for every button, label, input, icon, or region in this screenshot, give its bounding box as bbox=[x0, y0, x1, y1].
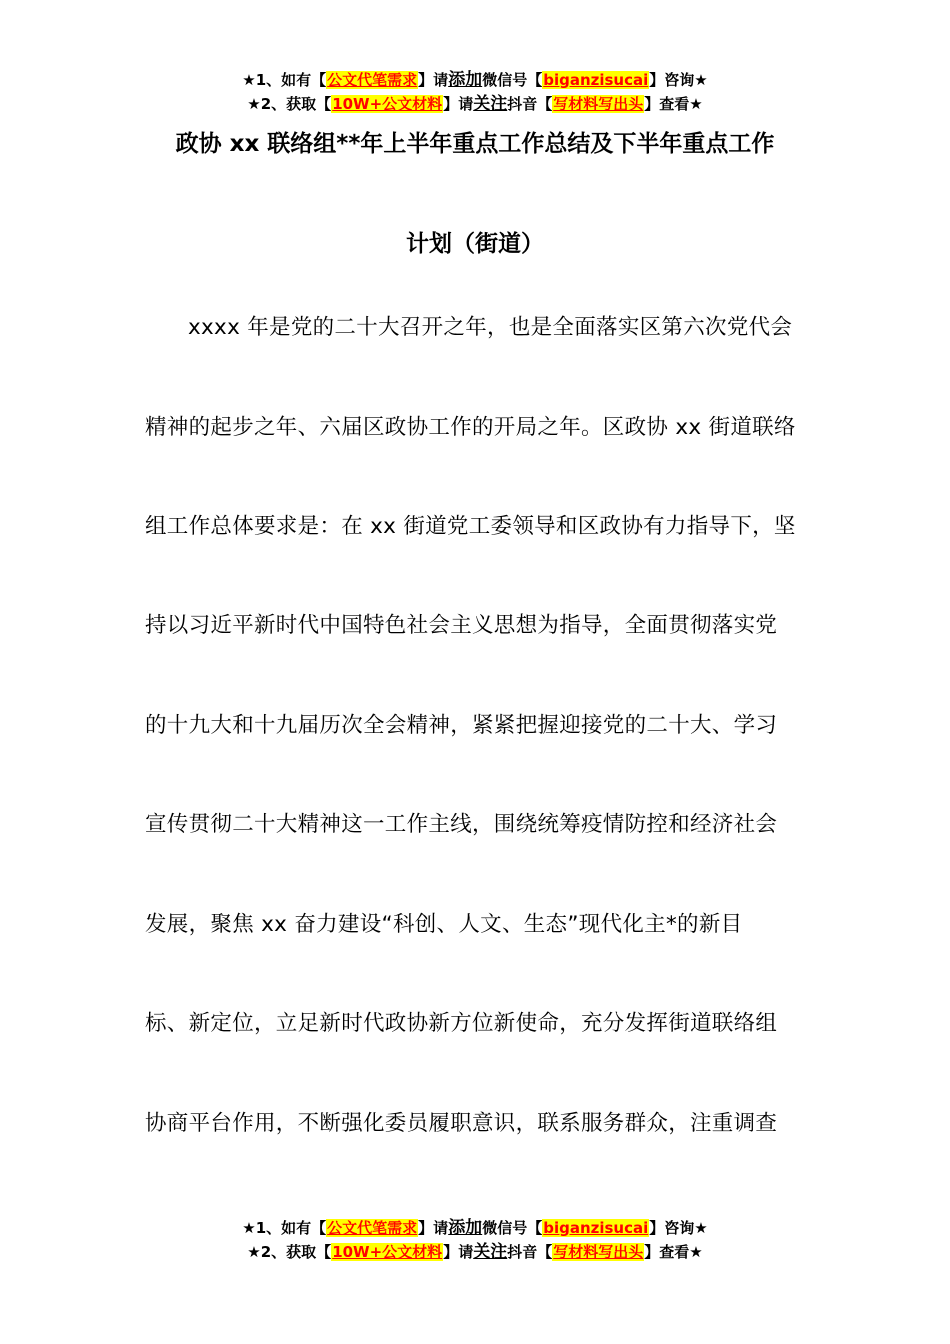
body-line: 宣传贯彻二十大精神这一工作主线，围绕统筹疫情防控和经济社会 bbox=[145, 812, 778, 837]
banner-text: 】咨询★ bbox=[649, 1219, 708, 1237]
banner-emphasis: 关注 bbox=[473, 1242, 508, 1262]
body-line: xxxx 年是党的二十大召开之年，也是全面落实区第六次党代会 bbox=[188, 315, 793, 340]
banner-text: 微信号【 bbox=[482, 71, 543, 89]
banner-highlight: biganzisucai bbox=[543, 1219, 649, 1237]
banner-line-2 bbox=[0, 1240, 950, 1264]
banner-text: 】咨询★ bbox=[649, 71, 708, 89]
banner-highlight: 写材料写出头 bbox=[553, 95, 644, 113]
body-line: 持以习近平新时代中国特色社会主义思想为指导，全面贯彻落实党 bbox=[145, 613, 778, 638]
document-title-line-2: 计划（街道） bbox=[406, 231, 544, 257]
header-banner bbox=[0, 68, 950, 116]
banner-text: 】查看★ bbox=[644, 95, 703, 113]
banner-highlight: 公文代笔需求 bbox=[327, 1219, 418, 1237]
banner-line-1 bbox=[0, 1216, 950, 1240]
banner-emphasis: 关注 bbox=[473, 94, 508, 114]
banner-text: 抖音【 bbox=[507, 1243, 553, 1261]
banner-text: 微信号【 bbox=[482, 1219, 543, 1237]
banner-text: 】查看★ bbox=[644, 1243, 703, 1261]
banner-line-1 bbox=[0, 68, 950, 92]
banner-highlight: biganzisucai bbox=[543, 71, 649, 89]
body-line: 发展，聚焦 xx 奋力建设“科创、人文、生态”现代化主*的新目 bbox=[145, 912, 743, 937]
body-line: 标、新定位，立足新时代政协新方位新使命，充分发挥街道联络组 bbox=[145, 1011, 778, 1036]
banner-highlight: 10W+公文材料 bbox=[332, 1243, 443, 1261]
body-line: 协商平台作用，不断强化委员履职意识，联系服务群众，注重调查 bbox=[145, 1111, 778, 1136]
body-line: 组工作总体要求是：在 xx 街道党工委领导和区政协有力指导下，坚 bbox=[145, 514, 796, 539]
banner-emphasis: 添加 bbox=[448, 1218, 483, 1238]
body-line: 的十九大和十九届历次全会精神，紧紧把握迎接党的二十大、学习 bbox=[145, 713, 778, 738]
banner-text: ★1、如有【 bbox=[242, 71, 327, 89]
footer-banner bbox=[0, 1216, 950, 1264]
banner-text: ★1、如有【 bbox=[242, 1219, 327, 1237]
banner-text: 】请 bbox=[443, 95, 474, 113]
banner-text: 】请 bbox=[443, 1243, 474, 1261]
banner-text: 抖音【 bbox=[507, 95, 553, 113]
banner-highlight: 公文代笔需求 bbox=[327, 71, 418, 89]
banner-text: 】请 bbox=[418, 1219, 449, 1237]
banner-text: ★2、获取【 bbox=[247, 1243, 332, 1261]
banner-line-2 bbox=[0, 92, 950, 116]
banner-highlight: 10W+公文材料 bbox=[332, 95, 443, 113]
document-title-line-1: 政协 xx 联络组**年上半年重点工作总结及下半年重点工作 bbox=[175, 131, 775, 157]
banner-text: 】请 bbox=[418, 71, 449, 89]
banner-emphasis: 添加 bbox=[448, 70, 483, 90]
banner-text: ★2、获取【 bbox=[247, 95, 332, 113]
body-line: 精神的起步之年、六届区政协工作的开局之年。区政协 xx 街道联络 bbox=[145, 415, 796, 440]
banner-highlight: 写材料写出头 bbox=[553, 1243, 644, 1261]
